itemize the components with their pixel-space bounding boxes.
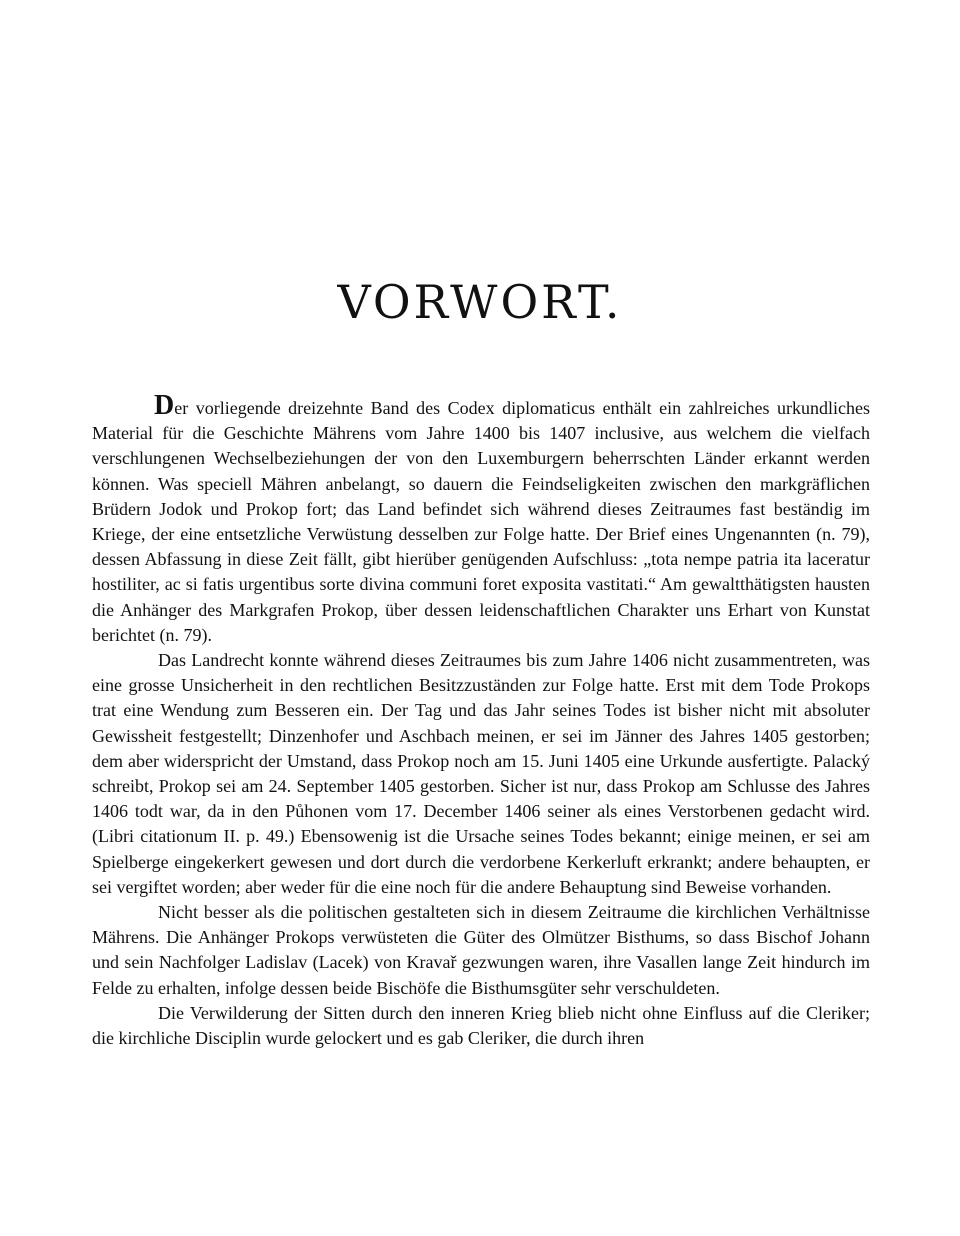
paragraph-4: Die Verwilderung der Sitten durch den inneren Krieg blieb nicht ohne Einfluss auf die Cleriker; die kirchliche Disciplin wurde gelockert und es gab Cleriker, die durch ihren [92,1002,870,1049]
page-title: VORWORT. [337,275,623,329]
drop-cap: D [154,390,175,421]
paragraph-2: Das Landrecht konnte während dieses Zeitraumes bis zum Jahre 1406 nicht zusammentreten, was eine grosse Unsicherheit in den rechtlichen Besitzzuständen zur Folge hatte. Erst mit dem Tode Prokops trat eine Wendung zum Besseren ein. Der Tag und das Jahr seines Todes ist bisher nicht mit absoluter Gewissheit festgestellt; Dinzenhofer und Aschbach meinen, er sei im Jänner des Jahres 1405 gestorben; dem aber widerspricht der Umstand, dass Prokop noch am 15. Juni 1405 eine Urkunde ausfertigte. Palacký schreibt, Prokop sei am 24. September 1405 gestorben. Sicher ist nur, dass Prokop am Schlusse des Jahres 1406 todt war, da in den Půhonen vom 17. December 1406 seiner als eines Verstorbenen gedacht wird. (Libri citationum II. p. 49.) Ebensowenig ist die Ursache seines Todes bekannt; einige meinen, er sei am Spielberge eingekerkert gewesen und dort durch die verdorbene Kerkerluft erkrankt; andere behaupten, er sei vergiftet worden; aber weder für die eine noch für die andere Behauptung sind Beweise vorhanden. [92,650,870,897]
paragraph-1-text: er vorliegende dreizehnte Band des Codex diplomaticus enthält ein zahlreiches urkundliches Material für die Geschichte Mährens vom Jahre 1400 bis 1407 inclusive, aus welchem die vielfach verschlungenen Wechselbeziehungen der von den Luxemburgern beherrschten Länder erkannt werden können. Was speciell Mähren anbelangt, so dauern die Feindseligkeiten zwischen den markgräflichen Brüdern Jodok und Prokop fort; das Land befindet sich während dieses Zeitraumes fast beständig im Kriege, der eine entsetzliche Verwüstung desselben zur Folge hatte. Der Brief eines Ungenannten (n. 79), dessen Abfassung in diese Zeit fällt, gibt hierüber genügenden Aufschluss: „tota nempe patria ita laceratur hostiliter, ac si fatis urgentibus sorte divina communi foret exposita vastitati.“ Am gewaltthätigsten hausten die Anhänger des Markgrafen Prokop, über dessen leidenschaftlichen Charakter uns Erhart von Kunstat berichtet (n. 79). [92,398,870,645]
body-text [92,390,870,1051]
paragraph-3: Nicht besser als die politischen gestalteten sich in diesem Zeitraume die kirchlichen Verhältnisse Mährens. Die Anhänger Prokops verwüsteten die Güter des Olmützer Bisthums, so dass Bischof Johann und sein Nachfolger Ladislav (Lacek) von Kravař gezwungen waren, ihre Vasallen lange Zeit hindurch im Felde zu erhalten, infolge dessen beide Bischöfe die Bisthumsgüter sehr verschuldeten. [92,902,870,998]
paragraph-1 [92,390,870,648]
